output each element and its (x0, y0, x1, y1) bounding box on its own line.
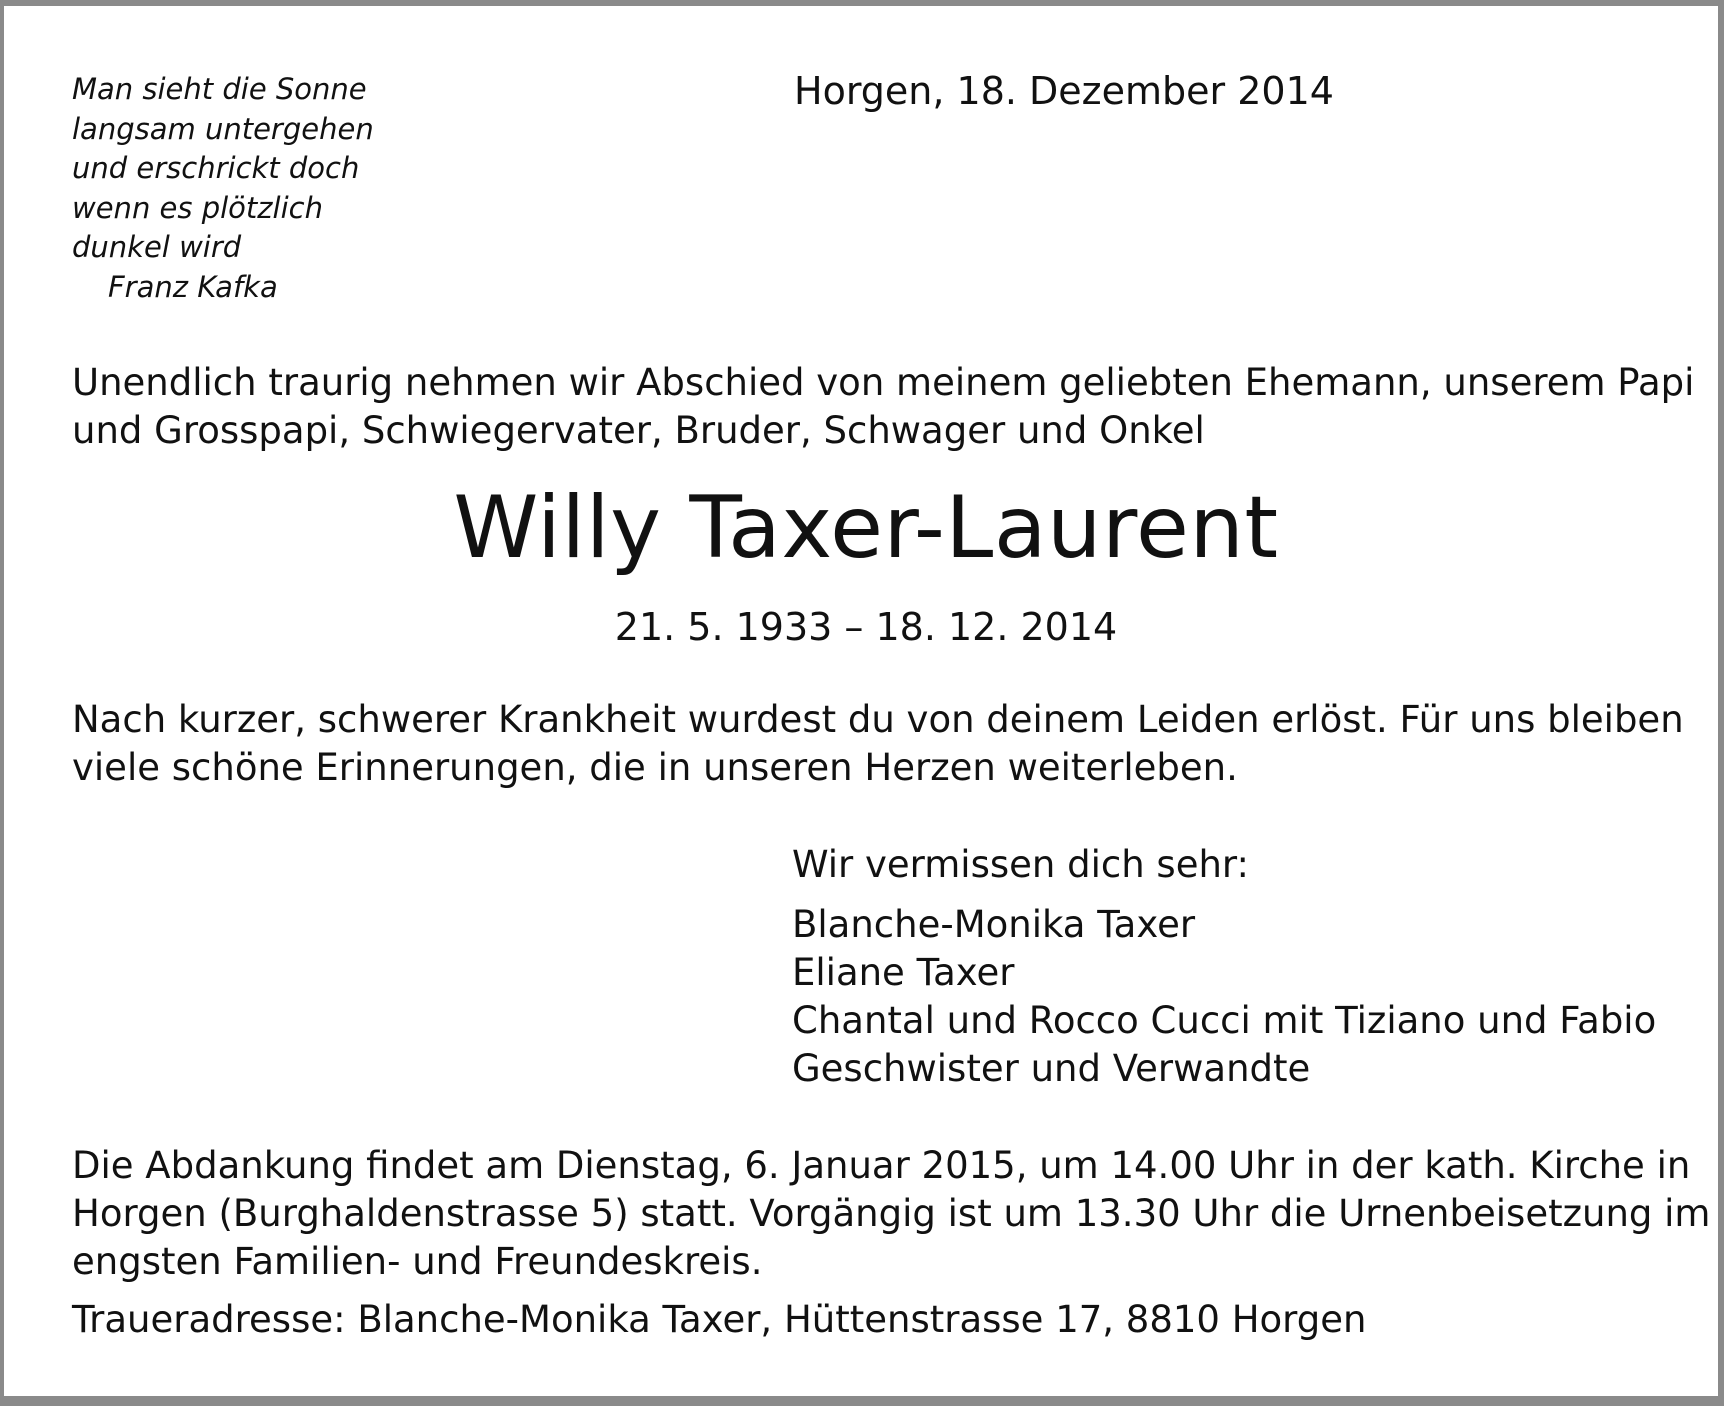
mourning-address: Traueradresse: Blanche-Monika Taxer, Hüttenstrasse 17, 8810 Horgen (72, 1298, 1367, 1341)
mourners-lead: Wir vermissen dich sehr: (792, 843, 1249, 886)
quote-line: langsam untergehen (72, 111, 374, 146)
intro-paragraph (72, 359, 1695, 455)
ceremony-line: Die Abdankung findet am Dienstag, 6. Januar 2015, um 14.00 Uhr in der kath. Kirche in (72, 1144, 1691, 1187)
life-dates: 21. 5. 1933 – 18. 12. 2014 (614, 605, 1118, 649)
quote-line: dunkel wird (72, 230, 242, 264)
ceremony-line: engsten Familien- und Freundeskreis. (72, 1240, 763, 1283)
intro-line: und Grosspapi, Schwiegervater, Bruder, Schwager und Onkel (72, 409, 1205, 452)
message-line: Nach kurzer, schwerer Krankheit wurdest du von deinem Leiden erlöst. Für uns bleiben (72, 698, 1684, 741)
intro-line: Unendlich traurig nehmen wir Abschied von meinem geliebten Ehemann, unserem Papi (72, 361, 1695, 404)
mourner-name: Eliane Taxer (792, 951, 1015, 994)
quote-line: wenn es plötzlich (72, 190, 323, 225)
message-paragraph (72, 696, 1684, 792)
quote-line: Man sieht die Sonne (72, 72, 367, 106)
mourner-name: Geschwister und Verwandte (792, 1047, 1311, 1090)
ceremony-line: Horgen (Burghaldenstrasse 5) statt. Vorgängig ist um 13.30 Uhr die Urnenbeisetzung im (72, 1192, 1711, 1235)
quote-author: Franz Kafka (108, 269, 278, 304)
quote-line: und erschrickt doch (72, 151, 360, 185)
mourners-block (792, 841, 1656, 1093)
message-line: viele schöne Erinnerungen, die in unseren Herzen weiterleben. (72, 746, 1238, 789)
ceremony-paragraph (72, 1142, 1711, 1286)
kafka-quote (72, 70, 374, 307)
mourner-name: Blanche-Monika Taxer (792, 903, 1196, 946)
place-date: Horgen, 18. Dezember 2014 (794, 69, 1334, 113)
mourner-name: Chantal und Rocco Cucci mit Tiziano und Fabio (792, 999, 1657, 1042)
deceased-name: Willy Taxer-Laurent (453, 478, 1279, 578)
